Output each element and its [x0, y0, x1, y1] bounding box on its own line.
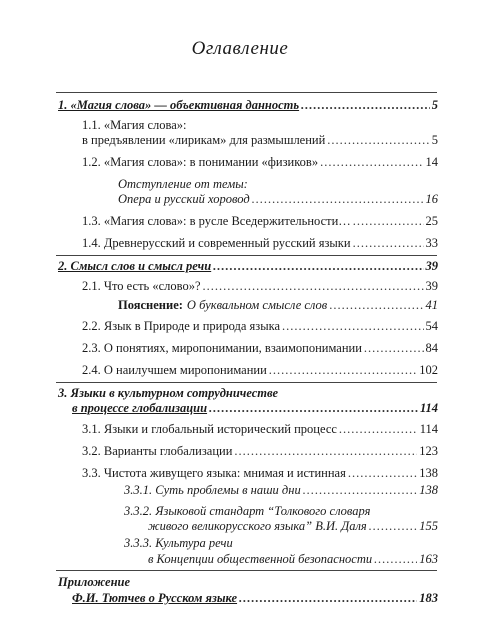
leader-dots: [203, 278, 424, 294]
leader-dots: [364, 340, 424, 356]
divider: [56, 382, 437, 383]
toc-entry-1-4[interactable]: [82, 235, 438, 251]
toc-entry-1[interactable]: [58, 97, 438, 113]
leader-dots: [320, 154, 423, 170]
toc-page-number: 54: [425, 319, 438, 333]
leader-dots: [252, 191, 424, 207]
toc-entry-label: 2.2. Язык в Природе и природа языка: [82, 319, 281, 333]
leader-dots: [209, 400, 418, 416]
toc-entry-label: живого великорусского языка” В.И. Даля: [148, 519, 367, 533]
divider: [56, 92, 437, 93]
toc-page-number: 102: [419, 363, 438, 377]
toc-entry-label: 2. Смысл слов и смысл речи: [58, 259, 212, 273]
divider: [56, 570, 437, 571]
toc-entry-label: 1.4. Древнерусский и современный русский языки: [82, 236, 351, 250]
toc-page-number: 14: [425, 155, 438, 169]
toc-page-number: 39: [425, 259, 438, 273]
leader-dots: [327, 132, 429, 148]
toc-entry-2-4[interactable]: [82, 362, 438, 378]
toc-entry-label: Ф.И. Тютчев о Русском языке: [72, 591, 238, 605]
toc-entry-3-3-3-line1: 3.3.3. Культура речи: [124, 536, 233, 550]
toc-entry-3-3[interactable]: [82, 465, 438, 481]
leader-dots: [269, 362, 417, 378]
toc-entry-2-2[interactable]: [82, 318, 438, 334]
toc-entry-3-3-2-line1: 3.3.2. Языковой стандарт “Толкового словаря: [124, 504, 371, 518]
divider: [56, 255, 437, 256]
leader-dots: [353, 235, 424, 251]
leader-dots: [348, 465, 417, 481]
leader-dots: [234, 443, 417, 459]
toc-appendix[interactable]: [72, 590, 438, 606]
toc-page-number: 138: [419, 466, 438, 480]
toc-entry-1-3[interactable]: [82, 213, 438, 229]
toc-page-number: 114: [419, 401, 438, 415]
toc-entry-label: в процессе глобализации: [72, 401, 208, 415]
toc-explanation[interactable]: [118, 297, 438, 313]
leader-dots: [339, 421, 418, 437]
leader-dots: [239, 590, 417, 606]
toc-page-number: 33: [425, 236, 438, 250]
toc-page-number: 138: [419, 483, 438, 497]
leader-dots: [282, 318, 423, 334]
toc-page-number: 163: [419, 552, 438, 566]
leader-dots: [369, 518, 418, 534]
toc-entry-label: 1.2. «Магия слова»: в понимании «физиков»: [82, 155, 319, 169]
toc-entry-label: 2.3. О понятиях, миропонимании, взаимопонимании: [82, 341, 362, 355]
leader-dots: [374, 551, 417, 567]
toc-entry-label: 3.1. Языки и глобальный исторический процесс: [82, 422, 337, 436]
toc-entry-3[interactable]: [72, 400, 438, 416]
toc-page-number: 84: [425, 341, 438, 355]
toc-page-number: 16: [425, 192, 438, 206]
toc-appendix-line1: Приложение: [58, 575, 131, 589]
toc-entry-3-1[interactable]: [82, 421, 438, 437]
toc-page-number: 39: [425, 279, 438, 293]
toc-entry-label: в Концепции общественной безопасности: [148, 552, 373, 566]
toc-page-number: 5: [431, 98, 438, 112]
toc-entry-3-3-3[interactable]: [148, 551, 438, 567]
toc-explanation-lead: Пояснение:: [118, 298, 183, 312]
toc-digression-line1: Отступление от темы:: [118, 177, 248, 191]
leader-dots: [303, 482, 418, 498]
toc-entry-3-line1: 3. Языки в культурном сотрудничестве: [58, 386, 279, 400]
toc-entry-1-1-line1: 1.1. «Магия слова»:: [82, 118, 187, 132]
toc-entry-label: 3.2. Варианты глобализации: [82, 444, 233, 458]
toc-entry-label: 2.4. О наилучшем миропонимании: [82, 363, 267, 377]
toc-entry-label: 3.3.1. Суть проблемы в наши дни: [124, 483, 301, 497]
leader-dots: [329, 297, 423, 313]
toc-page-number: 5: [431, 133, 438, 147]
leader-dots: [353, 213, 424, 229]
toc-page-number: 155: [419, 519, 438, 533]
toc-entry-label: Опера и русский хоровод: [118, 192, 250, 206]
toc-entry-3-2[interactable]: [82, 443, 438, 459]
toc-page-number: 41: [425, 298, 438, 312]
toc-entry-label: 2.1. Что есть «слово»?: [82, 279, 201, 293]
toc-page-number: 183: [419, 591, 438, 605]
toc-entry-label: в предъявлении «лирикам» для размышлений: [82, 133, 326, 147]
toc-entry-3-3-1[interactable]: [124, 482, 438, 498]
toc-entry-1-1[interactable]: [82, 132, 438, 148]
toc-page-number: 114: [419, 422, 438, 436]
leader-dots: [213, 258, 423, 274]
toc-entry-label: 1.3. «Магия слова»: в русле Вседержительности…: [82, 214, 351, 228]
toc-entry-label: О буквальном смысле слов: [186, 298, 328, 312]
page-title: Оглавление: [191, 38, 289, 59]
toc-entry-2[interactable]: [58, 258, 438, 274]
toc-entry-label: 3.3. Чистота живущего языка: мнимая и истинная: [82, 466, 346, 480]
toc-entry-1-2[interactable]: [82, 154, 438, 170]
leader-dots: [301, 97, 430, 113]
toc-page-number: 25: [425, 214, 438, 228]
toc-digression[interactable]: [118, 191, 438, 207]
toc-entry-label: 1. «Магия слова» — объективная данность: [58, 98, 300, 112]
toc-entry-3-3-2[interactable]: [148, 518, 438, 534]
toc-entry-2-1[interactable]: [82, 278, 438, 294]
toc-entry-2-3[interactable]: [82, 340, 438, 356]
toc-page-number: 123: [419, 444, 438, 458]
